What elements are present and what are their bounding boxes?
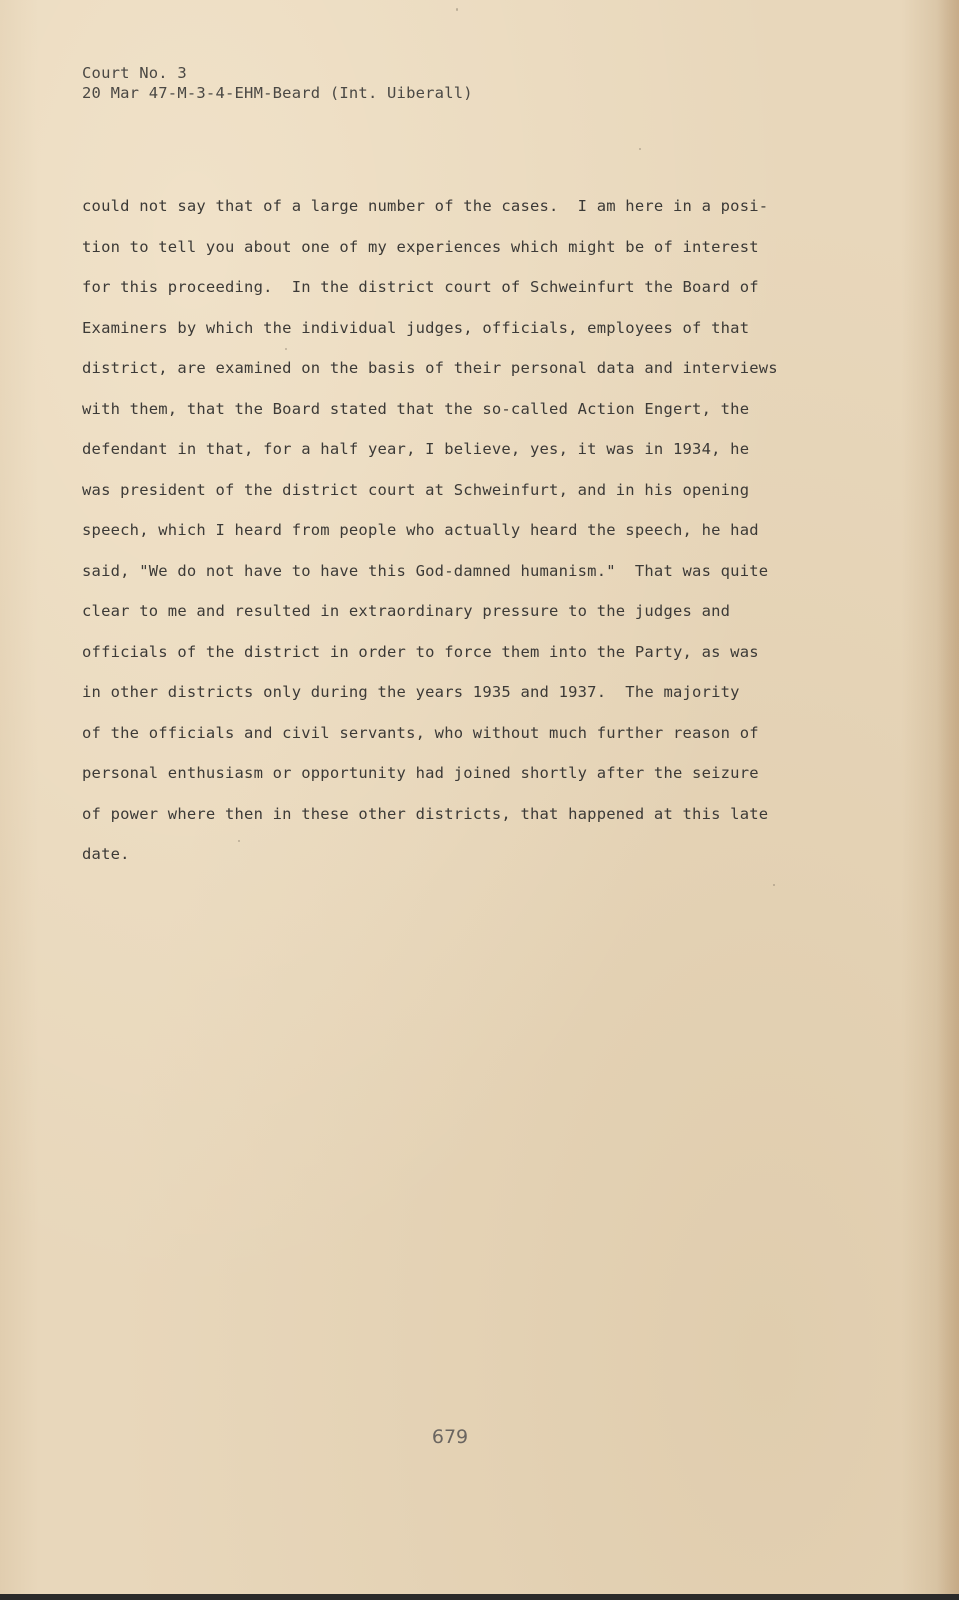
transcript-line: could not say that of a large number of the cases. I am here in a posi- bbox=[82, 197, 769, 215]
transcript-line: tion to tell you about one of my experiences which might be of interest bbox=[82, 237, 759, 256]
scan-bottom-border bbox=[0, 1594, 959, 1600]
header-session-reference: 20 Mar 47-M-3-4-EHM-Beard (Int. Uiberall) bbox=[82, 84, 473, 102]
transcript-line: clear to me and resulted in extraordinary pressure to the judges and bbox=[82, 602, 731, 620]
header-court-number: Court No. 3 bbox=[82, 64, 187, 82]
paper-speck bbox=[639, 148, 641, 150]
page-number: 679 bbox=[431, 1426, 469, 1448]
transcript-line: was president of the district court at Schweinfurt, and in his opening bbox=[82, 480, 750, 499]
transcript-line: of power where then in these other districts, that happened at this late bbox=[82, 804, 769, 823]
transcript-line: personal enthusiasm or opportunity had joined shortly after the seizure bbox=[82, 764, 759, 782]
transcript-line: officials of the district in order to force them into the Party, as was bbox=[82, 642, 759, 661]
paper-speck bbox=[285, 348, 287, 350]
transcript-line: Examiners by which the individual judges, officials, employees of that bbox=[82, 318, 750, 337]
transcript-line: of the officials and civil servants, who without much further reason of bbox=[82, 723, 759, 742]
document-header bbox=[82, 63, 473, 103]
transcript-line: defendant in that, for a half year, I believe, yes, it was in 1934, he bbox=[82, 440, 750, 458]
transcript-body bbox=[82, 186, 842, 875]
paper-speck bbox=[456, 8, 458, 11]
transcript-line: district, are examined on the basis of their personal data and interviews bbox=[82, 359, 778, 377]
paper-speck bbox=[773, 884, 775, 886]
transcript-line: speech, which I heard from people who actually heard the speech, he had bbox=[82, 521, 759, 539]
paper-speck bbox=[238, 840, 240, 842]
transcript-line: date. bbox=[82, 845, 130, 863]
transcript-line: said, "We do not have to have this God-damned humanism." That was quite bbox=[82, 561, 769, 580]
transcript-line: in other districts only during the years 1935 and 1937. The majority bbox=[82, 683, 740, 701]
transcript-line: with them, that the Board stated that the so-called Action Engert, the bbox=[82, 399, 750, 418]
page-edge-shadow bbox=[937, 0, 959, 1600]
transcript-line: for this proceeding. In the district court of Schweinfurt the Board of bbox=[82, 278, 759, 296]
